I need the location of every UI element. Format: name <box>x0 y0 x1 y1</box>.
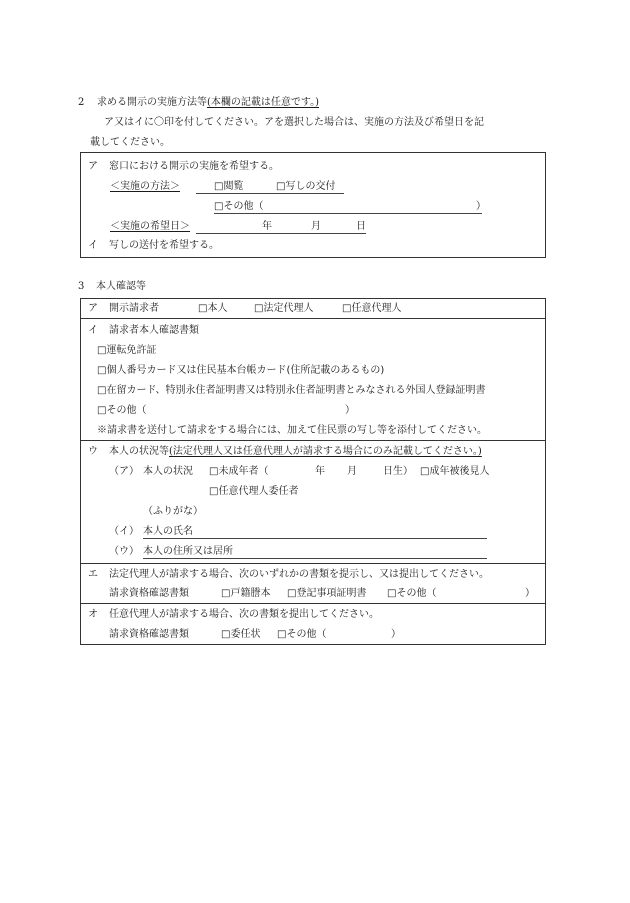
row-u-text: 本人の状況等 <box>109 446 169 457</box>
row-divider-3 <box>80 563 546 564</box>
voluntary-doc-power-of-attorney-checkbox[interactable]: □委任状 <box>221 629 261 640</box>
doc-mynumber-card-checkbox[interactable]: □個人番号カード又は住民基本台帳カード(住所記載のあるもの) <box>97 365 385 376</box>
requester-voluntary-agent-checkbox[interactable]: □任意代理人 <box>342 303 402 314</box>
status-a-label: （ア） <box>109 466 139 477</box>
row-u-label: ウ <box>88 446 98 457</box>
doc-residence-card-checkbox[interactable]: □在留カード、特別永住者証明書又は特別永住者証明書とみなされる外国人登録証明書 <box>97 385 486 396</box>
status-birth: 日生） <box>383 466 413 477</box>
row-o-label: オ <box>88 609 98 620</box>
requester-self-checkbox[interactable]: □本人 <box>198 303 228 314</box>
row-e-text: 法定代理人が請求する場合、次のいずれかの書類を提示し、又は提出してください。 <box>109 569 489 580</box>
section3-heading: 本人確認等 <box>96 281 146 292</box>
legal-doc-registry-checkbox[interactable]: □登記事項証明書 <box>287 588 367 599</box>
status-minor-checkbox[interactable]: □未成年者（ <box>209 466 269 477</box>
principal-name-field[interactable] <box>143 538 487 539</box>
date-year: 年 <box>262 221 272 232</box>
row-e-label: エ <box>88 569 98 580</box>
requester-legal-agent-checkbox[interactable]: □法定代理人 <box>254 303 314 314</box>
date-month: 月 <box>311 221 321 232</box>
principal-address-field[interactable] <box>143 558 487 559</box>
row-divider-4 <box>80 603 546 604</box>
section2-instruction-line2: 載してください。 <box>90 137 170 148</box>
legal-doc-family-register-checkbox[interactable]: □戸籍謄本 <box>221 588 271 599</box>
method-label: ＜実施の方法＞ <box>110 181 180 192</box>
furigana-label: （ふりがな） <box>143 506 203 517</box>
option-a-text: 窓口における開示の実施を希望する。 <box>109 161 279 172</box>
option-i-text: 写しの送付を希望する。 <box>109 240 219 251</box>
status-principal-checkbox[interactable]: □任意代理人委任者 <box>209 486 299 497</box>
row-o-docs-label: 請求資格確認書類 <box>109 629 189 640</box>
row-i-text: 請求者本人確認書類 <box>109 325 199 336</box>
row-divider-1 <box>80 318 546 319</box>
doc-other-checkbox[interactable]: □その他（ <box>97 405 147 416</box>
row-divider-2 <box>80 440 546 441</box>
status-i-label: （イ） <box>109 526 139 537</box>
row-u-note: (法定代理人又は任意代理人が請求する場合にのみ記載してください。) <box>169 446 482 457</box>
row-a-label: ア <box>88 303 98 314</box>
voluntary-doc-other-checkbox[interactable]: □その他（ <box>277 629 327 640</box>
legal-doc-other-close: ） <box>525 588 535 599</box>
date-underline <box>196 233 366 234</box>
method-other-underline <box>214 213 482 214</box>
method-underline <box>196 193 344 194</box>
section2-heading-main: 求める開示の実施方法等 <box>97 97 207 108</box>
date-day: 日 <box>356 221 366 232</box>
row-e-docs-label: 請求資格確認書類 <box>109 588 189 599</box>
method-other-close: ） <box>476 201 486 212</box>
section2-heading <box>97 98 319 108</box>
section3-number: 3 <box>78 281 85 292</box>
row-o-text: 任意代理人が請求する場合、次の書類を提出してください。 <box>109 609 379 620</box>
method-other-checkbox[interactable]: □その他（ <box>214 201 264 212</box>
section2-number: 2 <box>78 97 85 108</box>
row-i-label: イ <box>88 325 98 336</box>
status-a-text: 本人の状況 <box>143 466 193 477</box>
date-label: ＜実施の希望日＞ <box>110 221 190 232</box>
row-a-text: 開示請求者 <box>109 303 159 314</box>
status-u-label: （ウ） <box>109 546 139 557</box>
row-u-heading <box>109 447 482 457</box>
doc-drivers-license-checkbox[interactable]: □運転免許証 <box>97 345 157 356</box>
option-a-label: ア <box>88 161 98 172</box>
principal-name-label: 本人の氏名 <box>143 526 193 537</box>
status-month: 月 <box>347 466 357 477</box>
legal-doc-other-checkbox[interactable]: □その他（ <box>387 588 437 599</box>
principal-address-label: 本人の住所又は居所 <box>143 546 233 557</box>
doc-note: ※請求書を送付して請求をする場合には、加えて住民票の写し等を添付してください。 <box>97 425 487 436</box>
voluntary-doc-other-close: ） <box>391 629 401 640</box>
status-adult-ward-checkbox[interactable]: □成年被後見人 <box>420 466 490 477</box>
section2-instruction-line1: ア又はイに〇印を付してください。アを選択した場合は、実施の方法及び希望日を記 <box>104 117 484 128</box>
method-view-checkbox[interactable]: □閲覧 <box>214 181 244 192</box>
doc-other-close: ） <box>345 405 355 416</box>
section2-heading-note: (本欄の記載は任意です。) <box>207 97 320 108</box>
method-copy-checkbox[interactable]: □写しの交付 <box>276 181 336 192</box>
status-year: 年 <box>315 466 325 477</box>
option-i-label: イ <box>88 240 98 251</box>
